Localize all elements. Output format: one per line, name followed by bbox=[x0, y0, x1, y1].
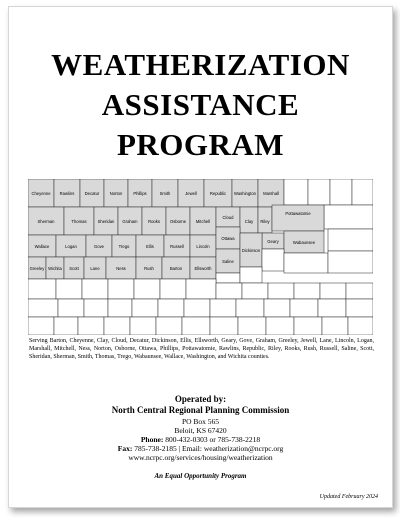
county bbox=[82, 279, 108, 299]
county-label: Russell bbox=[170, 244, 184, 249]
county-label: Trego bbox=[118, 244, 130, 249]
county bbox=[290, 299, 318, 317]
operated-by-heading: Operated by: bbox=[174, 394, 227, 404]
county bbox=[184, 299, 210, 317]
county-label: Republic bbox=[209, 191, 227, 196]
county bbox=[328, 251, 373, 273]
county bbox=[284, 179, 308, 205]
county bbox=[132, 299, 158, 317]
county-label: Decatur bbox=[84, 191, 100, 196]
county bbox=[236, 299, 264, 317]
county-label: Wabaunsee bbox=[292, 240, 316, 245]
county bbox=[348, 317, 373, 335]
county bbox=[134, 279, 160, 299]
county bbox=[346, 299, 373, 317]
po-box: PO Box 565 bbox=[181, 417, 220, 426]
county-label: Wichita bbox=[48, 266, 62, 271]
county bbox=[78, 317, 104, 335]
county-label: Logan bbox=[65, 244, 77, 249]
county bbox=[266, 317, 294, 335]
county bbox=[182, 317, 210, 335]
county-served bbox=[272, 205, 324, 231]
county-label: Ottawa bbox=[221, 236, 235, 241]
title-line-3: PROGRAM bbox=[116, 127, 285, 162]
title-line-1: WEATHERIZATION bbox=[51, 47, 350, 82]
phone-numbers: 800-432-0303 or 785-738-2218 bbox=[165, 435, 261, 444]
county bbox=[330, 179, 352, 205]
county-label: Ellsworth bbox=[194, 266, 212, 271]
county bbox=[28, 317, 54, 335]
county bbox=[268, 283, 294, 299]
county bbox=[84, 299, 108, 317]
county-label: Cheyenne bbox=[31, 191, 51, 196]
county-label: Rooks bbox=[148, 219, 160, 224]
county-label: Pottawatomie bbox=[285, 211, 311, 216]
county-label: Saline bbox=[222, 259, 234, 264]
county-label: Dickinson bbox=[241, 248, 261, 253]
county-label: Geary bbox=[267, 239, 279, 244]
county-label: Jewell bbox=[185, 191, 197, 196]
county-label: Greeley bbox=[29, 266, 45, 271]
title-line-2: ASSISTANCE bbox=[101, 87, 300, 122]
county bbox=[240, 267, 262, 283]
county-label: Clay bbox=[244, 219, 254, 224]
county bbox=[238, 317, 266, 335]
county bbox=[108, 279, 134, 299]
county bbox=[264, 299, 290, 317]
county-label: Rush bbox=[144, 266, 154, 271]
county bbox=[216, 273, 240, 283]
county-label: Rawlins bbox=[59, 191, 75, 196]
county bbox=[308, 179, 330, 205]
county bbox=[186, 279, 216, 299]
updated-date: Updated February 2024 bbox=[319, 494, 378, 500]
county bbox=[346, 283, 373, 299]
county bbox=[294, 283, 320, 299]
county-label: Washington bbox=[234, 191, 256, 196]
county bbox=[28, 279, 56, 299]
fax-email: 785-738-2185 | Email: weatherization@ncrpc.org bbox=[134, 444, 284, 453]
county bbox=[216, 283, 242, 299]
website-link[interactable]: www.ncrpc.org/services/housing/weatherization bbox=[128, 453, 273, 462]
county bbox=[104, 317, 130, 335]
county-label: Scott bbox=[69, 266, 79, 271]
county bbox=[210, 299, 236, 317]
county bbox=[320, 283, 346, 299]
county bbox=[242, 283, 268, 299]
kansas-county-map bbox=[28, 179, 373, 335]
phone-label: Phone: bbox=[140, 435, 164, 444]
county bbox=[318, 299, 346, 317]
county bbox=[54, 317, 78, 335]
county-label: Smith bbox=[159, 191, 171, 196]
county bbox=[56, 279, 82, 299]
county-label: Norton bbox=[109, 191, 123, 196]
county-label: Osborne bbox=[169, 219, 187, 224]
county bbox=[328, 229, 373, 251]
county-label: Lane bbox=[90, 266, 100, 271]
county-label: Riley bbox=[260, 219, 270, 224]
county-label: Marshall bbox=[263, 191, 279, 196]
county bbox=[130, 317, 156, 335]
county bbox=[160, 279, 186, 299]
organization-name: North Central Regional Planning Commission bbox=[111, 405, 290, 415]
county-label: Ellis bbox=[146, 244, 154, 249]
county-label: Ness bbox=[116, 266, 126, 271]
county bbox=[284, 253, 328, 273]
county bbox=[294, 317, 322, 335]
county bbox=[58, 299, 84, 317]
equal-opportunity-note: An Equal Opportunity Program bbox=[154, 472, 247, 480]
county-label: Lincoln bbox=[196, 244, 210, 249]
service-area-text: Serving Barton, Cheyenne, Clay, Cloud, Decatur, Dickinson, Ellis, Ellsworth, Geary, Gove, Graham, Greeley, Jewell, Lane, Lincoln, Logan, Marshall, Mitchell, Ness, Norton, Osborne, Ottawa, Phillips, Pottawatomie, Rawlins, Republic, Riley, Rooks, Rush, Russell, Saline, Scott, Sheridan, Sherman, Smith, Thomas, Trego, Wabaunsee, Wallace, Washington, and Wichita counties. bbox=[29, 338, 374, 360]
county bbox=[324, 205, 373, 229]
county bbox=[352, 179, 373, 205]
county bbox=[28, 299, 58, 317]
county-label: Gove bbox=[93, 244, 105, 249]
county bbox=[210, 317, 238, 335]
county-label: Graham bbox=[122, 219, 138, 224]
county-label: Phillips bbox=[133, 191, 147, 196]
county-label: Cloud bbox=[222, 215, 234, 220]
document-page bbox=[8, 6, 393, 508]
city-state-zip: Beloit, KS 67420 bbox=[174, 426, 227, 435]
county-label: Sherman bbox=[37, 219, 55, 224]
county-label: Wallace bbox=[34, 244, 50, 249]
county bbox=[322, 317, 348, 335]
county bbox=[262, 249, 284, 271]
county-label: Sheridan bbox=[97, 219, 115, 224]
county-label: Barton bbox=[169, 266, 183, 271]
fax-label: Fax: bbox=[117, 444, 133, 453]
county bbox=[108, 299, 132, 317]
county-label: Mitchell bbox=[195, 219, 211, 224]
county bbox=[158, 299, 184, 317]
county bbox=[156, 317, 182, 335]
county-label: Thomas bbox=[71, 219, 87, 224]
